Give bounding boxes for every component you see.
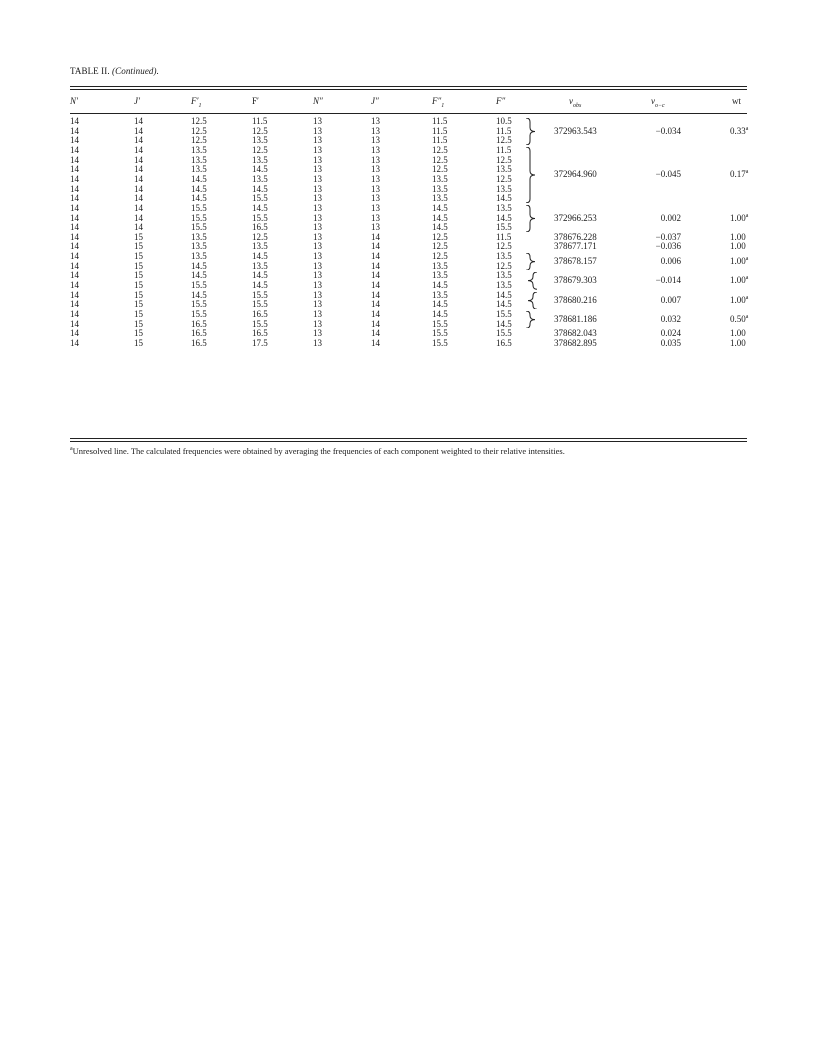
cell-nu-obs: 372964.960 bbox=[554, 169, 597, 180]
cell-F1p: 16.5 bbox=[191, 318, 207, 329]
cell-Npp: 13 bbox=[313, 202, 322, 213]
table-row bbox=[0, 136, 816, 146]
cell-F1p: 13.5 bbox=[191, 164, 207, 175]
table-caption bbox=[70, 66, 159, 76]
cell-Jpp: 14 bbox=[371, 318, 380, 329]
cell-F1pp: 13.5 bbox=[432, 193, 448, 204]
cell-nu-oc: 0.024 bbox=[660, 328, 681, 339]
cell-Jp: 14 bbox=[134, 222, 143, 233]
col-header-wt: wt bbox=[732, 96, 741, 106]
cell-Fpp: 15.5 bbox=[496, 309, 512, 319]
cell-Jpp: 14 bbox=[371, 299, 380, 310]
table-row bbox=[0, 252, 816, 262]
cell-wt: 1.00 bbox=[730, 337, 746, 348]
cell-F1p: 14.5 bbox=[191, 183, 207, 194]
cell-Np: 14 bbox=[70, 164, 79, 175]
table-row bbox=[0, 165, 816, 175]
cell-nu-obs: 372966.253 bbox=[554, 212, 597, 223]
cell-nu-oc: −0.036 bbox=[655, 241, 681, 252]
col-header-Fp: F′ bbox=[252, 96, 259, 106]
cell-nu-obs: 378680.216 bbox=[554, 294, 597, 305]
cell-F1p: 13.5 bbox=[191, 231, 207, 242]
cell-F1p: 15.5 bbox=[191, 202, 207, 213]
cell-F1pp: 14.5 bbox=[432, 222, 448, 233]
table-row bbox=[0, 271, 816, 281]
cell-Npp: 13 bbox=[313, 116, 322, 126]
cell-F1p: 15.5 bbox=[191, 299, 207, 310]
cell-F1p: 16.5 bbox=[191, 337, 207, 348]
brace-close bbox=[525, 311, 539, 328]
cell-Npp: 13 bbox=[313, 309, 322, 319]
cell-Jp: 15 bbox=[134, 337, 143, 348]
cell-Fp: 14.5 bbox=[252, 251, 268, 262]
cell-F1p: 12.5 bbox=[191, 135, 207, 146]
cell-Np: 14 bbox=[70, 289, 79, 300]
cell-Fp: 13.5 bbox=[252, 241, 268, 252]
cell-Jp: 15 bbox=[134, 260, 143, 271]
cell-Fp: 12.5 bbox=[252, 231, 268, 242]
cell-Jpp: 14 bbox=[371, 280, 380, 291]
cell-Fpp: 14.5 bbox=[496, 193, 512, 204]
cell-Jpp: 13 bbox=[371, 164, 380, 175]
cell-F1pp: 13.5 bbox=[432, 270, 448, 281]
cell-Jpp: 13 bbox=[371, 212, 380, 223]
cell-Np: 14 bbox=[70, 337, 79, 348]
brace-close bbox=[525, 253, 539, 270]
cell-Fpp: 14.5 bbox=[496, 212, 512, 223]
table-header bbox=[0, 90, 816, 112]
cell-F1pp: 12.5 bbox=[432, 231, 448, 242]
cell-Npp: 13 bbox=[313, 251, 322, 262]
cell-Fpp: 14.5 bbox=[496, 318, 512, 329]
cell-F1pp: 13.5 bbox=[432, 173, 448, 184]
cell-Npp: 13 bbox=[313, 164, 322, 175]
cell-Jp: 14 bbox=[134, 202, 143, 213]
cell-F1pp: 11.5 bbox=[432, 135, 448, 146]
cell-Npp: 13 bbox=[313, 299, 322, 310]
cell-Np: 14 bbox=[70, 212, 79, 223]
cell-Jpp: 14 bbox=[371, 270, 380, 281]
cell-Np: 14 bbox=[70, 260, 79, 271]
cell-F1p: 14.5 bbox=[191, 289, 207, 300]
cell-Npp: 13 bbox=[313, 222, 322, 233]
cell-Jp: 15 bbox=[134, 289, 143, 300]
cell-Jp: 15 bbox=[134, 309, 143, 319]
table-row bbox=[0, 156, 816, 166]
cell-wt: 1.00$^a$ bbox=[730, 212, 749, 223]
cell-Fp: 13.5 bbox=[252, 260, 268, 271]
cell-Jp: 14 bbox=[134, 154, 143, 165]
cell-Fpp: 13.5 bbox=[496, 183, 512, 194]
cell-Fp: 15.5 bbox=[252, 193, 268, 204]
cell-Npp: 13 bbox=[313, 337, 322, 348]
cell-wt: 0.17$^a$ bbox=[730, 169, 749, 180]
cell-F1p: 13.5 bbox=[191, 144, 207, 155]
cell-Jp: 15 bbox=[134, 241, 143, 252]
bottom-rule-2 bbox=[70, 441, 747, 442]
cell-Fpp: 14.5 bbox=[496, 289, 512, 300]
cell-nu-obs: 378678.157 bbox=[554, 255, 597, 266]
cell-Npp: 13 bbox=[313, 231, 322, 242]
cell-Jp: 15 bbox=[134, 270, 143, 281]
cell-Fpp: 12.5 bbox=[496, 241, 512, 252]
cell-Np: 14 bbox=[70, 318, 79, 329]
cell-Fp: 14.5 bbox=[252, 270, 268, 281]
cell-Jpp: 14 bbox=[371, 241, 380, 252]
cell-F1pp: 13.5 bbox=[432, 289, 448, 300]
top-rule-1 bbox=[70, 86, 747, 87]
cell-Jpp: 13 bbox=[371, 116, 380, 126]
cell-Fpp: 12.5 bbox=[496, 154, 512, 165]
cell-Npp: 13 bbox=[313, 241, 322, 252]
cell-Npp: 13 bbox=[313, 125, 322, 136]
cell-F1p: 14.5 bbox=[191, 270, 207, 281]
cell-wt: 1.00$^a$ bbox=[730, 255, 749, 266]
col-header-nu-obs: $\nu_{obs}$ bbox=[569, 96, 582, 109]
cell-Npp: 13 bbox=[313, 144, 322, 155]
cell-wt: 1.00$^a$ bbox=[730, 294, 749, 305]
cell-Np: 14 bbox=[70, 328, 79, 339]
cell-F1pp: 12.5 bbox=[432, 154, 448, 165]
cell-Np: 14 bbox=[70, 173, 79, 184]
cell-F1pp: 15.5 bbox=[432, 318, 448, 329]
cell-Np: 14 bbox=[70, 299, 79, 310]
cell-Fp: 13.5 bbox=[252, 173, 268, 184]
cell-F1p: 12.5 bbox=[191, 125, 207, 136]
cell-Fpp: 13.5 bbox=[496, 280, 512, 291]
cell-Fpp: 15.5 bbox=[496, 328, 512, 339]
cell-Jpp: 13 bbox=[371, 135, 380, 146]
header-rule bbox=[70, 113, 747, 114]
cell-F1pp: 14.5 bbox=[432, 212, 448, 223]
cell-Npp: 13 bbox=[313, 183, 322, 194]
table-row bbox=[0, 329, 816, 339]
table-row bbox=[0, 175, 816, 185]
cell-Fpp: 11.5 bbox=[496, 125, 512, 136]
cell-Fpp: 13.5 bbox=[496, 270, 512, 281]
brace-open bbox=[527, 292, 541, 309]
cell-nu-oc: −0.037 bbox=[655, 231, 681, 242]
table-row bbox=[0, 320, 816, 330]
cell-Jpp: 14 bbox=[371, 309, 380, 319]
cell-Jpp: 13 bbox=[371, 193, 380, 204]
cell-Fpp: 12.5 bbox=[496, 135, 512, 146]
cell-Fp: 17.5 bbox=[252, 337, 268, 348]
cell-F1p: 13.5 bbox=[191, 154, 207, 165]
cell-Np: 14 bbox=[70, 144, 79, 155]
cell-Jpp: 13 bbox=[371, 173, 380, 184]
cell-Npp: 13 bbox=[313, 270, 322, 281]
table-row bbox=[0, 291, 816, 301]
cell-Jpp: 14 bbox=[371, 337, 380, 348]
cell-Jpp: 14 bbox=[371, 260, 380, 271]
cell-F1p: 14.5 bbox=[191, 193, 207, 204]
cell-Jpp: 14 bbox=[371, 289, 380, 300]
table-footnote: $^a$Unresolved line. The calculated frequencies were obtained by averaging the frequencies of each component weighted to their relative intensities. bbox=[70, 446, 565, 456]
cell-Np: 14 bbox=[70, 202, 79, 213]
cell-wt: 1.00 bbox=[730, 241, 746, 252]
table-label: TABLE II. bbox=[70, 66, 110, 76]
cell-Fp: 15.5 bbox=[252, 299, 268, 310]
cell-Np: 14 bbox=[70, 116, 79, 126]
cell-Npp: 13 bbox=[313, 289, 322, 300]
cell-Jp: 14 bbox=[134, 164, 143, 175]
cell-F1pp: 14.5 bbox=[432, 299, 448, 310]
cell-F1p: 15.5 bbox=[191, 222, 207, 233]
cell-Fp: 15.5 bbox=[252, 212, 268, 223]
cell-Fpp: 14.5 bbox=[496, 299, 512, 310]
cell-nu-obs: 378679.303 bbox=[554, 275, 597, 286]
cell-wt: 1.00$^a$ bbox=[730, 275, 749, 286]
cell-F1p: 13.5 bbox=[191, 251, 207, 262]
cell-Npp: 13 bbox=[313, 212, 322, 223]
cell-Fpp: 16.5 bbox=[496, 337, 512, 348]
cell-Fp: 13.5 bbox=[252, 135, 268, 146]
table-row bbox=[0, 127, 816, 137]
cell-Npp: 13 bbox=[313, 173, 322, 184]
cell-Jp: 14 bbox=[134, 116, 143, 126]
cell-Np: 14 bbox=[70, 270, 79, 281]
brace-close bbox=[525, 205, 539, 232]
cell-Fpp: 10.5 bbox=[496, 116, 512, 126]
cell-wt: 0.33$^a$ bbox=[730, 125, 749, 136]
cell-F1pp: 13.5 bbox=[432, 183, 448, 194]
cell-Jp: 15 bbox=[134, 251, 143, 262]
cell-Fpp: 12.5 bbox=[496, 260, 512, 271]
cell-Npp: 13 bbox=[313, 135, 322, 146]
cell-Jpp: 13 bbox=[371, 202, 380, 213]
cell-Fp: 14.5 bbox=[252, 164, 268, 175]
table-row bbox=[0, 281, 816, 291]
cell-Npp: 13 bbox=[313, 193, 322, 204]
col-header-F1p: $F'_1$ bbox=[191, 96, 202, 109]
cell-nu-obs: 378677.171 bbox=[554, 241, 597, 252]
cell-Fp: 15.5 bbox=[252, 289, 268, 300]
cell-F1p: 15.5 bbox=[191, 280, 207, 291]
cell-Jp: 15 bbox=[134, 318, 143, 329]
cell-Fp: 14.5 bbox=[252, 202, 268, 213]
cell-Fpp: 11.5 bbox=[496, 144, 512, 155]
cell-F1pp: 11.5 bbox=[432, 116, 448, 126]
cell-nu-obs: 378682.895 bbox=[554, 337, 597, 348]
cell-Fpp: 13.5 bbox=[496, 251, 512, 262]
cell-wt: 1.00 bbox=[730, 231, 746, 242]
cell-nu-oc: 0.007 bbox=[660, 294, 681, 305]
table-row bbox=[0, 300, 816, 310]
table-row bbox=[0, 146, 816, 156]
cell-Fp: 15.5 bbox=[252, 318, 268, 329]
cell-Jpp: 14 bbox=[371, 251, 380, 262]
col-header-Jpp: J″ bbox=[371, 96, 379, 106]
table-row bbox=[0, 223, 816, 233]
cell-F1pp: 14.5 bbox=[432, 309, 448, 319]
brace-open bbox=[527, 272, 541, 289]
cell-F1pp: 11.5 bbox=[432, 125, 448, 136]
brace-close bbox=[525, 147, 539, 203]
cell-Jp: 14 bbox=[134, 193, 143, 204]
cell-F1p: 15.5 bbox=[191, 212, 207, 223]
cell-Fp: 11.5 bbox=[252, 116, 268, 126]
cell-F1p: 14.5 bbox=[191, 260, 207, 271]
cell-Fpp: 15.5 bbox=[496, 222, 512, 233]
cell-nu-oc: −0.014 bbox=[655, 275, 681, 286]
cell-Jpp: 13 bbox=[371, 222, 380, 233]
table-continued: (Continued). bbox=[112, 66, 159, 76]
cell-nu-obs: 378676.228 bbox=[554, 231, 597, 242]
cell-nu-obs: 378681.186 bbox=[554, 313, 597, 324]
col-header-Np: N′ bbox=[70, 96, 78, 106]
table-row bbox=[0, 204, 816, 214]
cell-Jp: 14 bbox=[134, 212, 143, 223]
cell-Jp: 14 bbox=[134, 144, 143, 155]
cell-Np: 14 bbox=[70, 309, 79, 319]
cell-nu-oc: −0.045 bbox=[655, 169, 681, 180]
cell-F1p: 12.5 bbox=[191, 116, 207, 126]
cell-Fp: 12.5 bbox=[252, 125, 268, 136]
cell-Fp: 12.5 bbox=[252, 144, 268, 155]
cell-nu-oc: 0.002 bbox=[660, 212, 681, 223]
cell-F1pp: 12.5 bbox=[432, 144, 448, 155]
cell-F1pp: 14.5 bbox=[432, 280, 448, 291]
cell-nu-obs: 372963.543 bbox=[554, 125, 597, 136]
table-row bbox=[0, 310, 816, 320]
cell-Np: 14 bbox=[70, 231, 79, 242]
table-row bbox=[0, 214, 816, 224]
cell-F1pp: 15.5 bbox=[432, 328, 448, 339]
table-row bbox=[0, 117, 816, 127]
cell-Np: 14 bbox=[70, 193, 79, 204]
cell-F1pp: 12.5 bbox=[432, 251, 448, 262]
cell-Npp: 13 bbox=[313, 328, 322, 339]
cell-Np: 14 bbox=[70, 251, 79, 262]
col-header-Jp: J′ bbox=[134, 96, 140, 106]
cell-F1pp: 12.5 bbox=[432, 241, 448, 252]
cell-Fp: 14.5 bbox=[252, 183, 268, 194]
cell-Fp: 16.5 bbox=[252, 328, 268, 339]
cell-Jp: 15 bbox=[134, 299, 143, 310]
cell-F1pp: 14.5 bbox=[432, 202, 448, 213]
table-row bbox=[0, 262, 816, 272]
cell-Jp: 14 bbox=[134, 135, 143, 146]
cell-Fpp: 11.5 bbox=[496, 231, 512, 242]
cell-Jp: 14 bbox=[134, 173, 143, 184]
cell-F1pp: 12.5 bbox=[432, 164, 448, 175]
table-row bbox=[0, 185, 816, 195]
cell-F1pp: 13.5 bbox=[432, 260, 448, 271]
cell-Np: 14 bbox=[70, 222, 79, 233]
cell-Np: 14 bbox=[70, 135, 79, 146]
cell-nu-oc: 0.006 bbox=[660, 255, 681, 266]
cell-Fp: 14.5 bbox=[252, 280, 268, 291]
cell-Np: 14 bbox=[70, 154, 79, 165]
cell-F1p: 13.5 bbox=[191, 241, 207, 252]
cell-Np: 14 bbox=[70, 125, 79, 136]
brace-close bbox=[525, 118, 539, 145]
cell-Npp: 13 bbox=[313, 318, 322, 329]
cell-Fpp: 13.5 bbox=[496, 164, 512, 175]
cell-Fpp: 13.5 bbox=[496, 202, 512, 213]
cell-Jp: 14 bbox=[134, 183, 143, 194]
cell-wt: 0.50$^a$ bbox=[730, 313, 749, 324]
col-header-Fpp: F″ bbox=[496, 96, 506, 106]
cell-Jpp: 13 bbox=[371, 183, 380, 194]
cell-Fp: 16.5 bbox=[252, 222, 268, 233]
cell-Np: 14 bbox=[70, 241, 79, 252]
cell-nu-oc: −0.034 bbox=[655, 125, 681, 136]
cell-Npp: 13 bbox=[313, 280, 322, 291]
cell-Jp: 15 bbox=[134, 280, 143, 291]
cell-F1pp: 15.5 bbox=[432, 337, 448, 348]
table-row bbox=[0, 233, 816, 243]
cell-Jp: 15 bbox=[134, 231, 143, 242]
cell-Fp: 16.5 bbox=[252, 309, 268, 319]
col-header-nu-oc: $\nu_{o-c}$ bbox=[651, 96, 665, 109]
cell-Jpp: 14 bbox=[371, 328, 380, 339]
cell-Jpp: 13 bbox=[371, 144, 380, 155]
cell-Jpp: 14 bbox=[371, 231, 380, 242]
cell-Jp: 14 bbox=[134, 125, 143, 136]
cell-Np: 14 bbox=[70, 183, 79, 194]
cell-Jpp: 13 bbox=[371, 154, 380, 165]
table-row bbox=[0, 194, 816, 204]
cell-Fpp: 12.5 bbox=[496, 173, 512, 184]
col-header-F1pp: $F''_1$ bbox=[432, 96, 445, 109]
cell-Np: 14 bbox=[70, 280, 79, 291]
bottom-rule-1 bbox=[70, 438, 747, 439]
cell-Npp: 13 bbox=[313, 260, 322, 271]
table-row bbox=[0, 242, 816, 252]
cell-F1p: 14.5 bbox=[191, 173, 207, 184]
cell-wt: 1.00 bbox=[730, 328, 746, 339]
cell-Fp: 13.5 bbox=[252, 154, 268, 165]
cell-Jpp: 13 bbox=[371, 125, 380, 136]
cell-nu-oc: 0.032 bbox=[660, 313, 681, 324]
cell-nu-obs: 378682.043 bbox=[554, 328, 597, 339]
cell-Jp: 15 bbox=[134, 328, 143, 339]
cell-nu-oc: 0.035 bbox=[660, 337, 681, 348]
table-row bbox=[0, 339, 816, 349]
cell-F1p: 15.5 bbox=[191, 309, 207, 319]
cell-F1p: 16.5 bbox=[191, 328, 207, 339]
col-header-Npp: N″ bbox=[313, 96, 323, 106]
cell-Npp: 13 bbox=[313, 154, 322, 165]
